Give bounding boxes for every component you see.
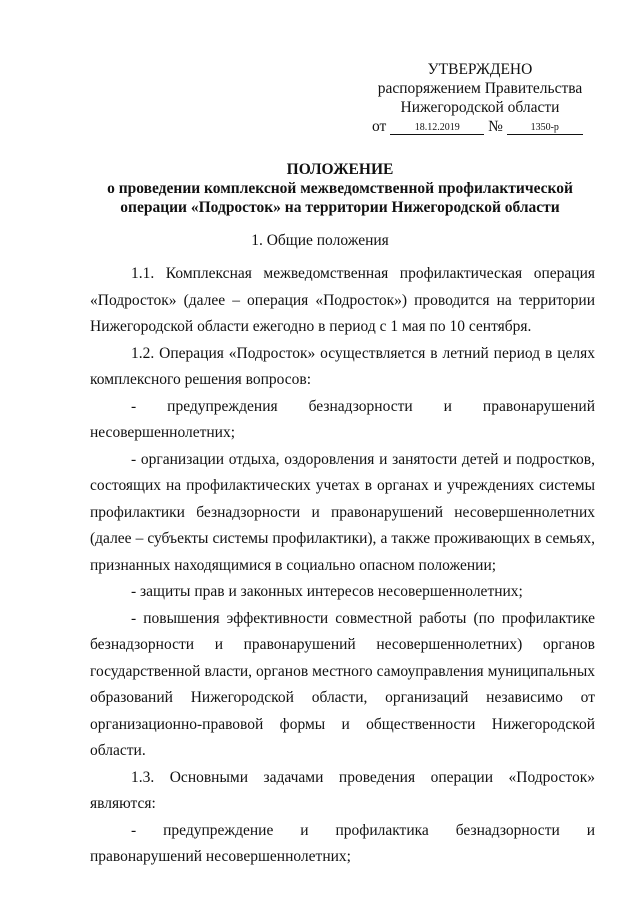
- approval-number: 1350-р: [507, 122, 583, 135]
- document-body: [90, 261, 595, 871]
- title-line-3: операции «Подросток» на территории Нижегородской области: [120, 199, 560, 216]
- title-heading: ПОЛОЖЕНИЕ: [286, 161, 394, 178]
- document-title: [70, 160, 610, 217]
- paragraph: 1.1. Комплексная межведомственная профилактическая операция «Подросток» (далее – операция «Подросток») проводится на территории Нижегородской области ежегодно в период с 1 мая по 10 сентября.: [90, 265, 595, 335]
- approval-number-label: №: [488, 118, 503, 135]
- paragraph: - предупреждение и профилактика безнадзорности и правонарушений несовершеннолетних;: [90, 821, 595, 865]
- approval-date-line: [372, 118, 612, 136]
- paragraph: - повышения эффективности совместной работы (по профилактике безнадзорности и правонарушений несовершеннолетних) органов государственной власти, органов местного самоуправления муниципальных образований Нижегородской области, организаций независимо от организационно-правовой формы и общественности Нижегородской области.: [90, 609, 595, 759]
- paragraph: - защиты прав и законных интересов несовершеннолетних;: [131, 583, 523, 600]
- paragraph: - организации отдыха, оздоровления и занятости детей и подростков, состоящих на профилактических учетах в органах и учреждениях системы профилактики безнадзорности и правонарушений несовершеннолетних (далее – субъекты системы профилактики), а также проживающих в семьях, признанных находящимися в социально опасном положении;: [90, 450, 595, 574]
- approval-stamp: [360, 60, 600, 117]
- approval-from-label: от: [372, 118, 387, 135]
- paragraph: 1.2. Операция «Подросток» осуществляется в летний период в целях комплексного решения вопросов:: [90, 344, 595, 388]
- paragraph: - предупреждения безнадзорности и правонарушений несовершеннолетних;: [90, 397, 595, 441]
- approval-date: 18.12.2019: [390, 122, 484, 135]
- approval-authority: распоряжением Правительства: [377, 80, 583, 97]
- approval-region: Нижегородской области: [400, 99, 560, 116]
- approval-heading: УТВЕРЖДЕНО: [427, 61, 533, 78]
- paragraph: 1.3. Основными задачами проведения операции «Подросток» являются:: [90, 768, 595, 812]
- section-title: 1. Общие положения: [251, 232, 389, 249]
- title-line-2: о проведении комплексной межведомственной профилактической: [107, 180, 573, 197]
